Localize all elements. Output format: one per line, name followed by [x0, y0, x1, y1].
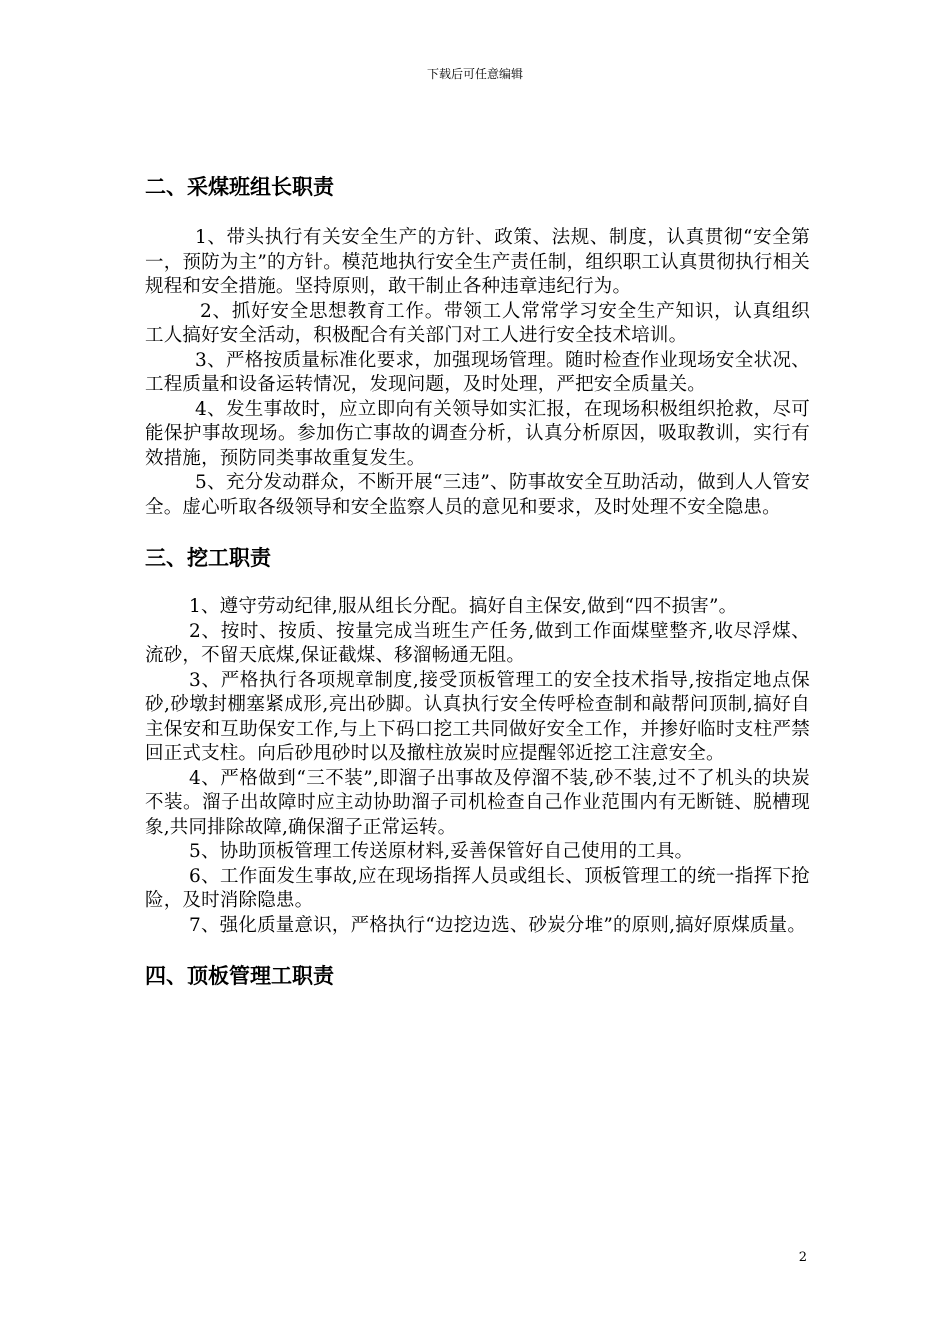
- section-title-2: 三、挖工职责: [145, 546, 271, 570]
- paragraph: 1、遵守劳动纪律,服从组长分配。搞好自主保安,做到“四不损害”。: [189, 596, 738, 617]
- paragraph: 5、充分发动群众，不断开展“三违”、防事故安全互助活动，做到人人管安全。虚心听取各级领导和安全监察人员的意见和要求，及时处理不安全隐患。: [145, 472, 810, 518]
- paragraph: 4、发生事故时，应立即向有关领导如实汇报，在现场积极组织抢救，尽可能保护事故现场。参加伤亡事故的调查分析，认真分析原因，吸取教训，实行有效措施，预防同类事故重复发生。: [145, 398, 810, 469]
- document-body: [145, 172, 810, 991]
- section-title-1: 二、采煤班组长职责: [145, 175, 334, 199]
- paragraph: 1、带头执行有关安全生产的方针、政策、法规、制度，认真贯彻“安全第一，预防为主”的方针。模范地执行安全生产责任制，组织职工认真贯彻执行相关规程和安全措施。坚持原则，敢干制止各种违章违纪行为。: [145, 227, 810, 297]
- paragraph: 2、按时、按质、按量完成当班生产任务,做到工作面煤壁整齐,收尽浮煤、流砂，不留天底煤,保证截煤、移溜畅通无阻。: [145, 620, 810, 666]
- page-header: 下载后可任意编辑: [426, 67, 523, 81]
- paragraph: 7、强化质量意识，严格执行“边挖边选、砂炭分堆”的原则,搞好原煤质量。: [189, 914, 807, 936]
- page-number: 2: [798, 1250, 807, 1265]
- section-title-3: 四、顶板管理工职责: [145, 964, 334, 988]
- paragraph: 3、严格执行各项规章制度,接受顶板管理工的安全技术指导,按指定地点保砂,砂墩封棚塞紧成形,亮出砂脚。认真执行安全传呼检查制和敲帮问顶制,搞好自主保安和互助保安工作,与上下码口挖工共同做好安全工作，并掺好临时支柱严禁回正式支柱。向后砂甩砂时以及撤柱放炭时应提醒邻近挖工注意安全。: [145, 669, 810, 764]
- paragraph: 3、严格按质量标准化要求，加强现场管理。随时检查作业现场安全状况、工程质量和设备运转情况，发现问题，及时处理，严把安全质量关。: [145, 349, 810, 395]
- paragraph: 2、抓好安全思想教育工作。带领工人常常学习安全生产知识，认真组织工人搞好安全活动，积极配合有关部门对工人进行安全技术培训。: [145, 300, 810, 346]
- paragraph: 4、严格做到“三不装”,即溜子出事故及停溜不装,砂不装,过不了机头的块炭不装。溜子出故障时应主动协助溜子司机检查自己作业范围内有无断链、脱槽现象,共同排除故障,确保溜子正常运转。: [145, 767, 810, 838]
- paragraph: 6、工作面发生事故,应在现场指挥人员或组长、顶板管理工的统一指挥下抢险，及时消除隐患。: [145, 865, 810, 911]
- paragraph: 5、协助顶板管理工传送原材料,妥善保管好自己使用的工具。: [189, 841, 694, 862]
